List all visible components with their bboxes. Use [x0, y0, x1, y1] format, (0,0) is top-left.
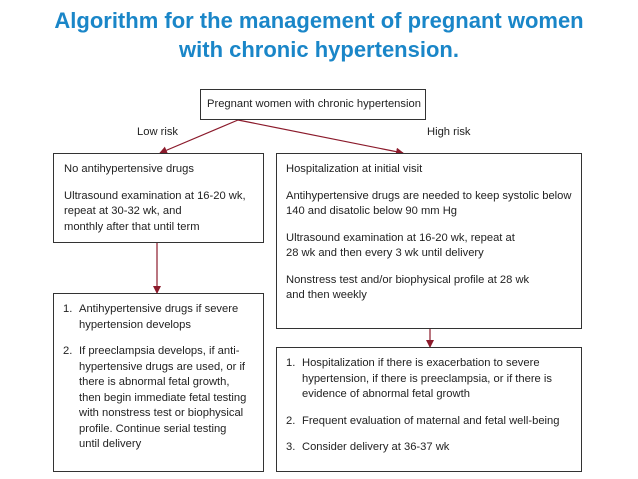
- list-line: hypertension develops: [79, 318, 191, 331]
- low-risk-followup-box: [53, 293, 264, 472]
- list-number: 2.: [286, 414, 296, 427]
- high-risk-line: Hospitalization at initial visit: [286, 163, 423, 175]
- list-item: [286, 356, 575, 403]
- list-item: [63, 302, 257, 333]
- high-risk-line: Antihypertensive drugs are needed to keep systolic below: [286, 189, 572, 202]
- list-line: Consider delivery at 36-37 wk: [302, 441, 450, 453]
- list-number: 1.: [286, 357, 296, 369]
- list-line: there is abnormal fetal growth,: [79, 376, 230, 388]
- list-number: 3.: [286, 441, 296, 453]
- low-risk-box: [53, 153, 264, 243]
- high-risk-line: Ultrasound examination at 16-20 wk, repeat at: [286, 231, 515, 244]
- arrow-to-high-risk: [238, 120, 403, 153]
- list-line: then begin immediate fetal testing: [79, 391, 247, 404]
- list-line: Antihypertensive drugs if severe: [79, 303, 239, 315]
- list-line: Hospitalization if there is exacerbation to severe: [302, 357, 540, 369]
- list-number: 1.: [63, 303, 73, 315]
- list-line: with nonstress test or biophysical: [79, 407, 244, 419]
- list-line: until delivery: [79, 438, 142, 450]
- start-box-text: Pregnant women with chronic hypertension: [207, 98, 421, 110]
- low-risk-label: Low risk: [137, 126, 179, 138]
- high-risk-line: and then weekly: [286, 289, 367, 301]
- list-item: [286, 440, 575, 456]
- list-line: profile. Continue serial testing: [79, 422, 227, 435]
- low-risk-heading: No antihypertensive drugs: [64, 163, 194, 175]
- list-line: Frequent evaluation of maternal and fetal well-being: [302, 414, 560, 427]
- title-line-1: Algorithm for the management of pregnant women: [54, 8, 584, 33]
- high-risk-line: 140 and disatolic below 90 mm Hg: [286, 205, 458, 217]
- high-risk-line: 28 wk and then every 3 wk until delivery: [286, 247, 484, 259]
- list-item: [286, 414, 575, 430]
- title-line-2: with chronic hypertension.: [179, 37, 459, 62]
- list-line: If preeclampsia develops, if anti-: [79, 345, 240, 357]
- list-number: 2.: [63, 345, 73, 357]
- list-line: evidence of abnormal fetal growth: [302, 388, 470, 400]
- start-box: [200, 89, 426, 120]
- high-risk-followup-box: [276, 347, 582, 472]
- list-line: hypertension, if there is preeclampsia, or if there is: [302, 372, 552, 385]
- low-risk-line: monthly after that until term: [64, 220, 200, 233]
- low-risk-line: repeat at 30-32 wk, and: [64, 205, 182, 217]
- high-risk-box: [276, 153, 582, 329]
- high-risk-line: Nonstress test and/or biophysical profile at 28 wk: [286, 273, 530, 286]
- high-risk-label: High risk: [427, 126, 471, 138]
- low-risk-line: Ultrasound examination at 16-20 wk,: [64, 189, 246, 202]
- list-line: hypertensive drugs are used, or if: [79, 360, 246, 373]
- list-item: [63, 344, 257, 453]
